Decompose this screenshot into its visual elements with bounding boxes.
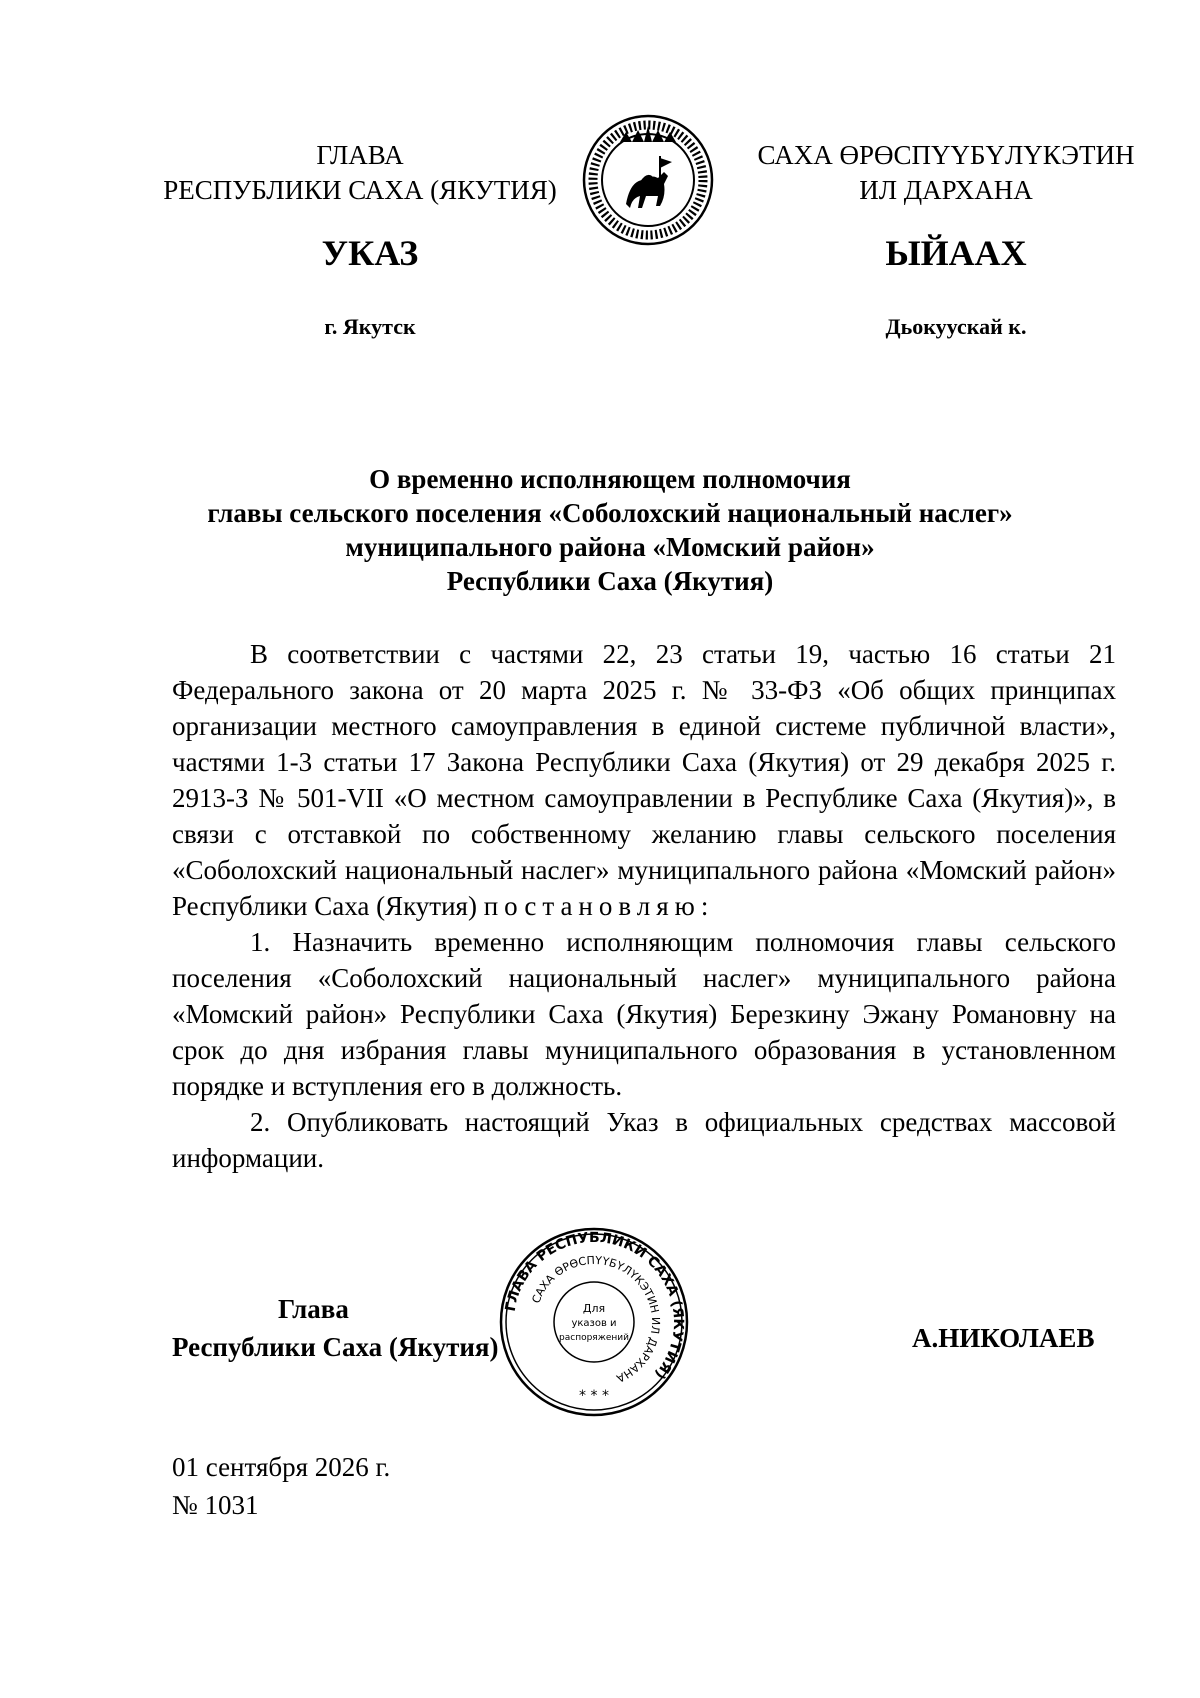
stamp-outer-text: ГЛАВА РЕСПУБЛИКИ САХА (ЯКУТИЯ) [502,1229,687,1383]
doc-type-ru: УКАЗ [321,233,419,273]
stamp-stars-icon: * * * [579,1388,609,1404]
coat-of-arms-icon [580,112,716,248]
title-line3: муниципального района «Момский район» [345,532,875,562]
signature-name: А.НИКОЛАЕВ [912,1323,1095,1353]
city-ru: г. Якутск [324,314,416,339]
item-2: 2. Опубликовать настоящий Указ в официальных средствах массовой информации. [172,1107,1116,1173]
header-right-line2: ИЛ ДАРХАНА [859,175,1033,205]
signature-position [172,1290,499,1366]
item-1: 1. Назначить временно исполняющим полномочия главы сельского поселения «Соболохский национальный наслег» муниципального района «Момский район» Республики Саха (Якутия) Березкину Эжану Романовну на срок до дня избрания главы муниципального образования в установленном порядке и вступления его в должность. [172,927,1116,1101]
header-right-block [746,138,1146,208]
official-stamp [498,1226,690,1418]
decree-footer [172,1448,390,1524]
decree-word: постановляю: [483,891,715,921]
header-left-line1: ГЛАВА [316,140,404,170]
header-left-line2: РЕСПУБЛИКИ САХА (ЯКУТИЯ) [163,175,557,205]
signature-position-line2: Республики Саха (Якутия) [172,1332,499,1362]
title-line2: главы сельского поселения «Соболохский национальный наслег» [207,498,1013,528]
doc-type-sakha: ЫЙААХ [885,233,1027,273]
stamp-center-line1: Для [582,1302,606,1315]
header-right-line1: САХА ӨРӨСПҮҮБҮЛҮКЭТИН [757,140,1135,170]
stamp-center-line3: распоряжений [559,1333,629,1343]
decree-title [180,462,1040,598]
stamp-center-line2: указов и [571,1318,617,1329]
preamble-text: В соответствии с частями 22, 23 статьи 19, частью 16 статьи 21 Федерального закона от 20 марта 2025 г. № 33-ФЗ «Об общих принципах организации местного самоуправления в единой системе публичной власти», частями 1-3 статьи 17 Закона Республики Саха (Якутия) от 29 декабря 2025 г. 2913-З № 501-VII «О местном самоуправлении в Республике Саха (Якутия)», в связи с отставкой по собственному желанию главы сельского поселения «Соболохский национальный наслег» муниципального района «Момский район» Республики Саха (Якутия) [172,639,1116,921]
header-left-block [150,138,570,208]
title-line1: О временно исполняющем полномочия [369,464,851,494]
decree-body [172,636,1116,1176]
city-sakha: Дьокуускай к. [885,314,1027,339]
stamp-inner-text: САХА ӨРӨСПҮҮБҮЛҮКЭТИН ИЛ ДАРХАНА [529,1253,663,1385]
signature-position-line1: Глава [278,1294,349,1324]
decree-date: 01 сентября 2026 г. [172,1452,391,1482]
title-line4: Республики Саха (Якутия) [446,566,774,596]
decree-number: № 1031 [172,1490,259,1520]
preamble-paragraph [172,636,1116,924]
